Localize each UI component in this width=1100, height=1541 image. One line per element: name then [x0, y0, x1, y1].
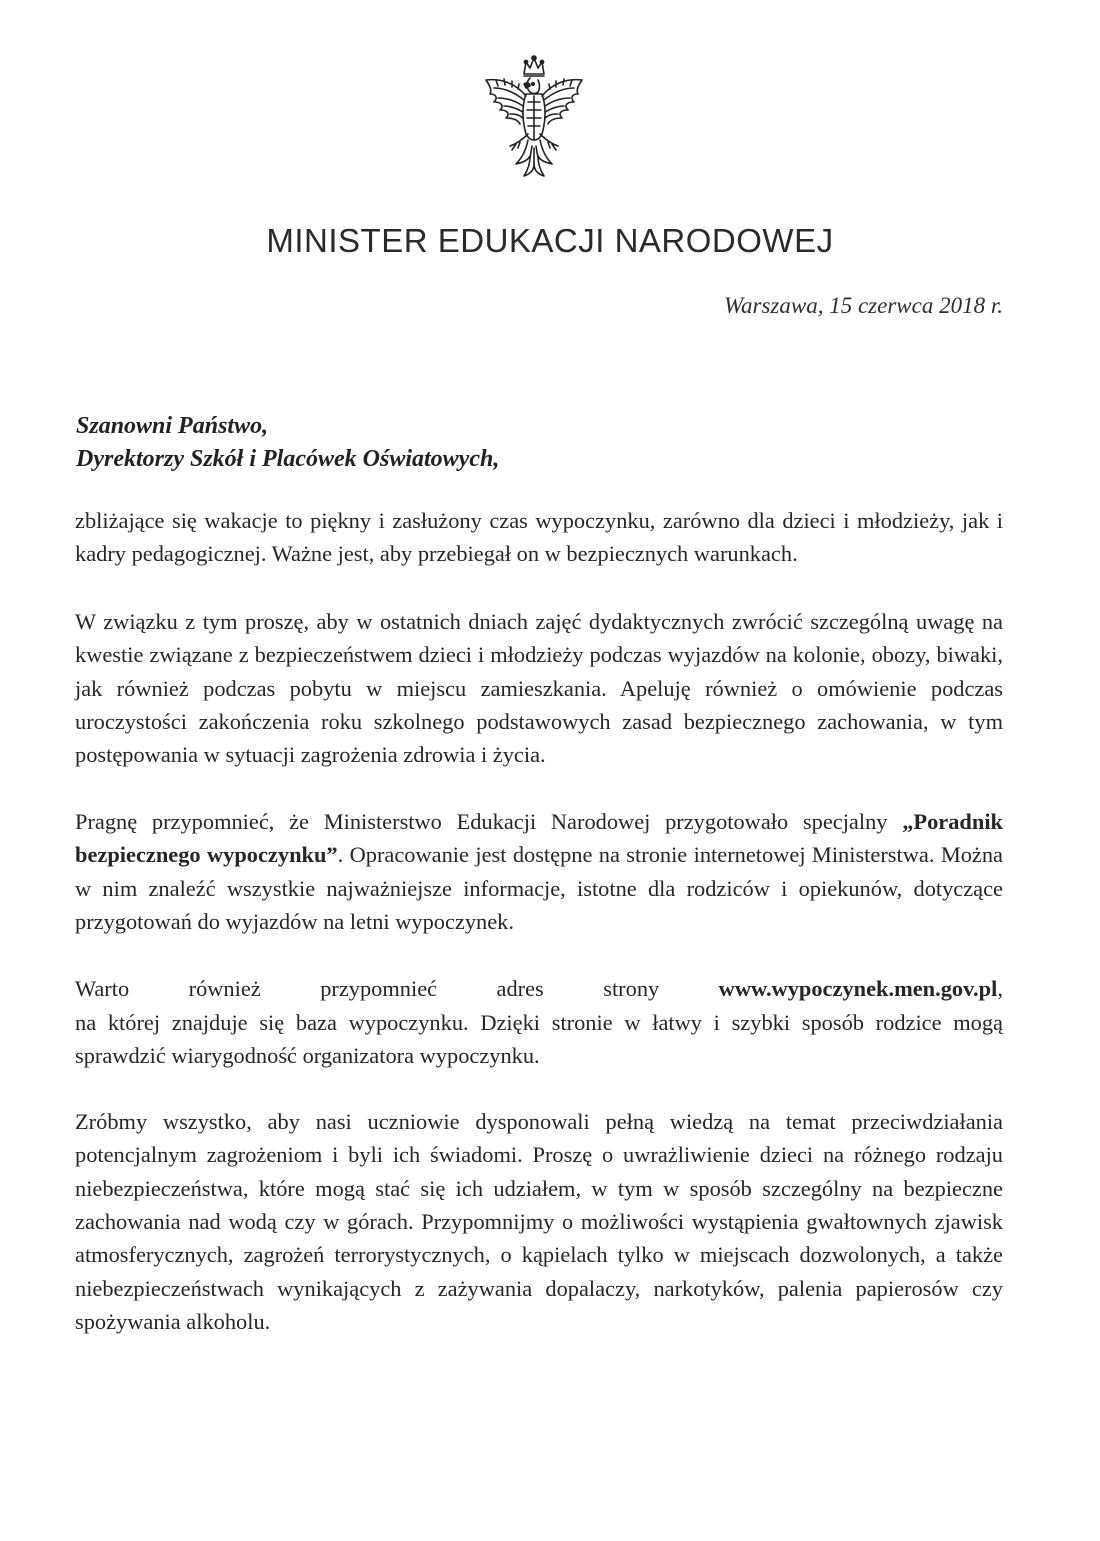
paragraph-4-word: przypomnieć	[320, 976, 438, 1002]
vacation-website-url[interactable]: www.wypoczynek.men.gov.pl	[718, 976, 998, 1002]
letter-date: Warszawa, 15 czerwca 2018 r.	[723, 293, 1003, 318]
salutation	[76, 410, 499, 476]
vacation-website-url-group	[719, 972, 1003, 1005]
page-title: MINISTER EDUKACJI NARODOWEJ	[266, 222, 834, 259]
paragraph-4-word: Warto	[75, 976, 130, 1002]
paragraph-1: zbliżające się wakacje to piękny i zasłużony czas wypoczynku, zarówno dla dzieci i młodzieży, jak i kadry pedagogicznej. Ważne jest, aby przebiegał on w bezpiecznych warunkach.	[75, 508, 1003, 567]
letter-body	[75, 504, 1003, 1372]
paragraph-4	[75, 972, 1003, 1072]
guide-title: „Poradnik bezpiecznego wypoczynku”	[75, 808, 1003, 868]
paragraph-4-word: adres	[496, 976, 544, 1002]
paragraph-4-first-line	[75, 972, 1003, 1005]
url-comma: ,	[997, 976, 1003, 1002]
paragraph-4-rest: na której znajduje się baza wypoczynku. Dzięki stronie w łatwy i szybki sposób rodzice mogą sprawdzić wiarygodność organizatora wypoczynku.	[75, 1009, 1003, 1069]
paragraph-5: Zróbmy wszystko, aby nasi uczniowie dysponowali pełną wiedzą na temat przeciwdziałania potencjalnym zagrożeniom i byli ich świadomi. Proszę o uwrażliwienie dzieci na różnego rodzaju niebezpieczeństwa, które mogą stać się ich udziałem, w tym w sposób szczególny na bezpieczne zachowania nad wodą czy w górach. Przypomnijmy o możliwości wystąpienia gwałtownych zjawisk atmosferycznych, zagrożeń terrorystycznych, o kąpielach tylko w miejscach dozwolonych, a także niebezpieczeństwach wynikających z zażywania dopalaczy, narkotyków, palenia papierosów czy spożywania alkoholu.	[75, 1108, 1003, 1335]
polish-white-eagle-emblem-icon	[476, 54, 592, 182]
salutation-line-1: Szanowni Państwo,	[76, 413, 269, 439]
paragraph-2: W związku z tym proszę, aby w ostatnich dniach zajęć dydaktycznych zwrócić szczególną uwagę na kwestie związane z bezpieczeństwem dzieci i młodzieży podczas wyjazdów na kolonie, obozy, biwaki, jak również podczas pobytu w miejscu zamieszkania. Apeluję również o omówienie podczas uroczystości zakończenia roku szkolnego podstawowych zasad bezpiecznego zachowania, w tym postępowania w sytuacji zagrożenia zdrowia i życia.	[75, 608, 1003, 768]
paragraph-4-word: również	[188, 976, 261, 1002]
salutation-line-2: Dyrektorzy Szkół i Placówek Oświatowych,	[76, 446, 500, 472]
paragraph-4-word: strony	[603, 976, 660, 1002]
paragraph-3-text-after: . Opracowanie jest dostępne na stronie internetowej Ministerstwa. Można w nim znaleźć wszystkie najważniejsze informacje, istotne dla rodziców i opiekunów, dotyczące przygotowań do wyjazdów na letni wypoczynek.	[75, 842, 1003, 935]
paragraph-3	[75, 805, 1003, 939]
paragraph-3-text-before: Pragnę przypomnieć, że Ministerstwo Edukacji Narodowej przygotowało specjalny	[75, 808, 903, 834]
